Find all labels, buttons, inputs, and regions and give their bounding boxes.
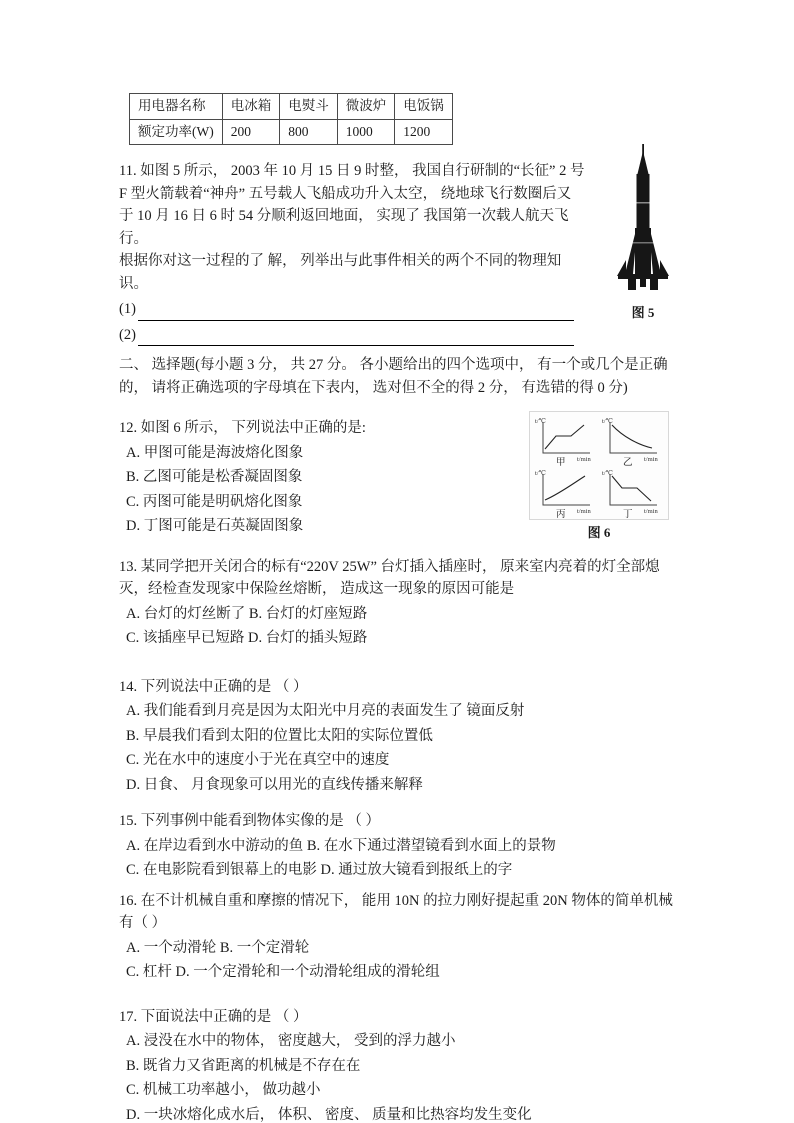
q17-stem: 17. 下面说法中正确的是 （ ）: [119, 1008, 308, 1025]
q12-option-b: B. 乙图可能是松香凝固图象: [126, 469, 303, 485]
graph-y-axis-label: t/℃: [534, 418, 546, 425]
table-cell: 额定功率(W): [130, 119, 223, 145]
figure-6-graphs: [529, 411, 669, 520]
q17-option-c: C. 机械工功率越小， 做功越小: [126, 1082, 321, 1098]
q12-option-c: C. 丙图可能是明矾熔化图象: [126, 493, 303, 510]
question-12: [119, 417, 687, 538]
page-content: [119, 93, 687, 1123]
table-cell: 800: [280, 119, 338, 145]
figure-6-caption: 图 6: [587, 525, 611, 540]
graph-bing-icon: [534, 467, 598, 519]
graph-jia-icon: [534, 415, 598, 467]
graph-x-axis-label: t/min: [643, 508, 658, 515]
q14-option-b: B. 早晨我们看到太阳的位置比太阳的实际位置低: [126, 727, 433, 744]
graph-y-axis-label: t/℃: [601, 470, 613, 477]
mini-graph-ding: [599, 467, 666, 519]
graph-yi-icon: [601, 415, 665, 467]
question-15: [119, 810, 687, 882]
q12-option-a: A. 甲图可能是海波熔化图象: [126, 444, 304, 461]
graph-label: 丙: [555, 510, 566, 519]
graph-label: 丁: [622, 510, 633, 519]
q11-answer-line-2: [119, 324, 687, 347]
question-17: [119, 1006, 687, 1123]
q12-option-d: D. 丁图可能是石英凝固图象: [126, 518, 304, 534]
power-table: [129, 93, 453, 145]
mini-graph-bing: [532, 467, 599, 519]
q14-option-d: D. 日食、 月食现象可以用光的直线传播来解释: [126, 776, 423, 793]
question-11: [119, 160, 687, 346]
q14-stem: 14. 下列说法中正确的是 （ ）: [119, 678, 308, 695]
table-header-cell: 电饭锅: [395, 94, 453, 120]
q13-stem: 13. 某同学把开关闭合的标有“220V 25W” 台灯插入插座时， 原来室内亮着的灯全部熄灭，经检查发现家中保险丝熔断， 造成这一现象的原因可能是: [119, 558, 660, 597]
q15-options-ab: A. 在岸边看到水中游动的鱼 B. 在水下通过潜望镜看到水面上的景物: [126, 837, 556, 854]
graph-y-axis-label: t/℃: [601, 418, 613, 425]
q13-options-ab: A. 台灯的灯丝断了 B. 台灯的灯座短路: [126, 605, 368, 622]
q16-stem: 16. 在不计机械自重和摩擦的情况下， 能用 10N 的拉力刚好提起重 20N 物体的简单机械有（ ）: [119, 892, 673, 931]
figure-5-caption: 图 5: [631, 305, 655, 320]
q17-option-b: B. 既省力又省距离的机械是不存在在: [126, 1057, 361, 1074]
answer-blank-2[interactable]: [138, 331, 574, 346]
section-2-title: 二、 选择题(每小题 3 分， 共 27 分。 各小题给出的四个选项中， 有一个或几个是正确的， 请将正确选项的字母填在下表内， 选对但不全的得 2 分， 有选错的得 0 分): [119, 357, 668, 396]
q12-stem: 12. 如图 6 所示， 下列说法中正确的是:: [119, 420, 366, 436]
figure-5: [599, 142, 687, 325]
q11-followup: 根据你对这一过程的了 解， 列举出与此事件相关的两个不同的物理知识。: [119, 253, 562, 292]
question-13: [119, 556, 687, 650]
table-header-cell: 电冰箱: [222, 94, 280, 120]
q16-options-cd: C. 杠杆 D. 一个定滑轮和一个动滑轮组成的滑轮组: [126, 964, 440, 980]
graph-label: 甲: [555, 458, 566, 467]
table-cell: 200: [222, 119, 280, 145]
figure-6: [529, 411, 669, 545]
answer-blank-1[interactable]: [138, 306, 574, 321]
table-cell: 1200: [395, 119, 453, 145]
q14-option-a: A. 我们能看到月亮是因为太阳光中月亮的表面发生了 镜面反射: [126, 703, 525, 719]
q11-stem: 11. 如图 5 所示， 2003 年 10 月 15 日 9 时整， 我国自行研制的“长征” 2 号 F 型火箭载着“神舟” 五号载人飞船成功升入太空， 绕地球飞行数圈后又于 10 月 16 日 6 时 54 分顺利返回地面， 实现了 我国第一次载人航天飞行。: [119, 163, 585, 247]
q15-stem: 15. 下列事例中能看到物体实像的是 （ ）: [119, 813, 380, 829]
table-row: [130, 94, 453, 120]
question-16: [119, 890, 687, 984]
mini-graph-yi: [599, 415, 666, 467]
q16-options-ab: A. 一个动滑轮 B. 一个定滑轮: [126, 939, 310, 956]
question-14: [119, 676, 687, 797]
table-header-cell: 用电器名称: [130, 94, 223, 120]
blank-2-label: (2): [119, 326, 136, 343]
table-header-cell: 微波炉: [337, 94, 395, 120]
table-cell: 1000: [337, 119, 395, 145]
blank-1-label: (1): [119, 301, 136, 317]
graph-x-axis-label: t/min: [576, 508, 591, 515]
q17-option-a: A. 浸没在水中的物体， 密度越大， 受到的浮力越小: [126, 1033, 456, 1049]
graph-y-axis-label: t/℃: [534, 470, 546, 477]
q17-option-d: D. 一块冰熔化成水后， 体积、 密度、 质量和比热容均发生变化: [126, 1106, 532, 1123]
graph-label: 乙: [622, 458, 633, 467]
graph-x-axis-label: t/min: [576, 456, 591, 463]
table-row: [130, 119, 453, 145]
graph-ding-icon: [601, 467, 665, 519]
q15-options-cd: C. 在电影院看到银幕上的电影 D. 通过放大镜看到报纸上的字: [126, 862, 513, 878]
mini-graph-jia: [532, 415, 599, 467]
table-header-cell: 电熨斗: [280, 94, 338, 120]
q13-options-cd: C. 该插座早已短路 D. 台灯的插头短路: [126, 630, 368, 646]
graph-x-axis-label: t/min: [643, 456, 658, 463]
q14-option-c: C. 光在水中的速度小于光在真空中的速度: [126, 752, 390, 768]
rocket-icon: [599, 142, 687, 300]
